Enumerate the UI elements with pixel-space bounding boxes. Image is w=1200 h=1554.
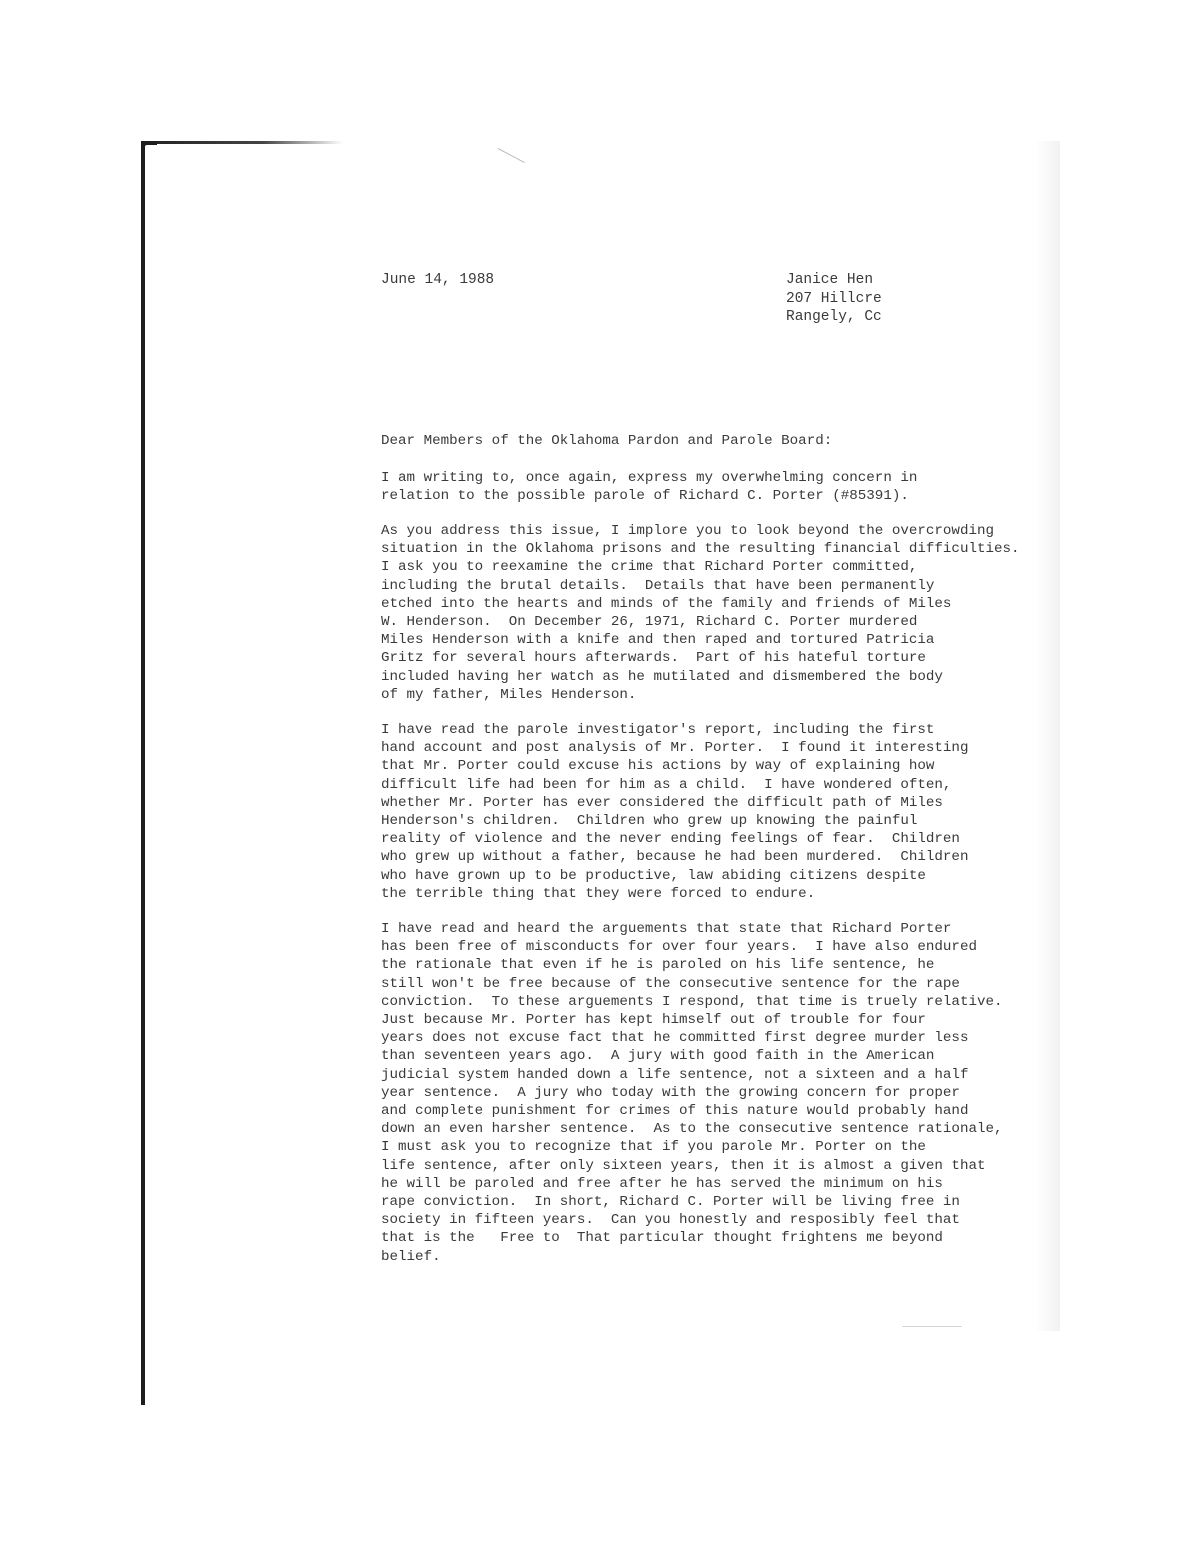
salutation: Dear Members of the Oklahoma Pardon and Parole Board: — [381, 433, 833, 449]
text-line: society in fifteen years. Can you honestly and resposibly feel that — [381, 1212, 960, 1229]
text-line: still won't be free because of the consecutive sentence for the rape — [381, 975, 960, 992]
text-line: of my father, Miles Henderson. — [381, 686, 637, 703]
text-line: judicial system handed down a life sentence, not a sixteen and a half — [381, 1066, 969, 1083]
text-line: life sentence, after only sixteen years, then it is almost a given that — [381, 1157, 986, 1174]
sender-street: 207 Hillcre — [786, 290, 882, 307]
text-line: who grew up without a father, because he had been murdered. Children — [381, 849, 969, 866]
text-line: Henderson's children. Children who grew up knowing the painful — [381, 813, 918, 830]
text-line: Miles Henderson with a knife and then raped and tortured Patricia — [381, 632, 935, 649]
text-line: rape conviction. In short, Richard C. Porter will be living free in — [381, 1194, 960, 1211]
sender-city: Rangely, Cc — [786, 309, 882, 325]
text-line: difficult life had been for him as a child. I have wondered often, — [381, 776, 952, 793]
text-line: who have grown up to be productive, law abiding citizens despite — [381, 867, 926, 884]
text-line: has been free of misconducts for over four years. I have also endured — [381, 939, 977, 956]
text-line: reality of violence and the never ending feelings of fear. Children — [381, 831, 960, 848]
scan-shade — [1035, 141, 1060, 1331]
sender-address-block — [786, 271, 884, 327]
text-line: he will be paroled and free after he has served the minimum on his — [381, 1175, 943, 1192]
text-line: relation to the possible parole of Richard C. Porter (#85391). — [381, 488, 909, 505]
text-line: etched into the hearts and minds of the family and friends of Miles — [381, 595, 952, 612]
sheet-edge-left — [141, 141, 145, 1405]
body-paragraph-3 — [381, 721, 968, 903]
text-line: year sentence. A jury who today with the growing concern for proper — [381, 1084, 960, 1101]
text-line: that Mr. Porter could excuse his actions by way of explaining how — [381, 758, 935, 775]
text-line: included having her watch as he mutilated and dismembered the body — [381, 668, 943, 685]
text-line: including the brutal details. Details that have been permanently — [381, 577, 935, 594]
text-line: the rationale that even if he is paroled on his life sentence, he — [381, 957, 935, 974]
text-line: that is the Free to That particular thought frightens me beyond — [381, 1230, 943, 1247]
sender-name: Janice Hen — [786, 272, 874, 288]
text-line: I ask you to reexamine the crime that Richard Porter committed, — [381, 559, 918, 576]
text-line: the terrible thing that they were forced to endure. — [381, 885, 816, 902]
text-line: Gritz for several hours afterwards. Part of his hateful torture — [381, 650, 926, 667]
text-line: conviction. To these arguements I respond, that time is truely relative. — [381, 993, 1003, 1010]
text-line: Just because Mr. Porter has kept himself out of trouble for four — [381, 1012, 926, 1029]
letter-date: June 14, 1988 — [381, 272, 495, 288]
sheet-edge-top — [143, 141, 343, 144]
text-line: I must ask you to recognize that if you parole Mr. Porter on the — [381, 1139, 926, 1156]
body-paragraph-4 — [381, 920, 1003, 1266]
text-line: As you address this issue, I implore you to look beyond the overcrowding — [381, 523, 994, 539]
text-line: down an even harsher sentence. As to the consecutive sentence rationale, — [381, 1121, 1003, 1138]
text-line: I have read and heard the arguements that state that Richard Porter — [381, 921, 952, 937]
text-line: I am writing to, once again, express my overwhelming concern in — [381, 470, 918, 486]
text-line: hand account and post analysis of Mr. Porter. I found it interesting — [381, 740, 969, 757]
text-line: situation in the Oklahoma prisons and the resulting financial difficulties. — [381, 541, 1020, 558]
text-line: and complete punishment for crimes of this nature would probably hand — [381, 1103, 969, 1120]
body-paragraph-2 — [381, 522, 1020, 704]
scratch-mark — [498, 148, 525, 163]
body-paragraph-1 — [381, 469, 917, 505]
text-line: years does not excuse fact that he committed first degree murder less — [381, 1030, 969, 1047]
text-line: whether Mr. Porter has ever considered the difficult path of Miles — [381, 794, 943, 811]
text-line: than seventeen years ago. A jury with good faith in the American — [381, 1048, 935, 1065]
text-line: I have read the parole investigator's report, including the first — [381, 722, 935, 738]
faint-mark — [902, 1326, 962, 1327]
sheet-corner — [141, 141, 157, 157]
text-line: W. Henderson. On December 26, 1971, Richard C. Porter murdered — [381, 614, 918, 631]
text-line: belief. — [381, 1248, 441, 1265]
